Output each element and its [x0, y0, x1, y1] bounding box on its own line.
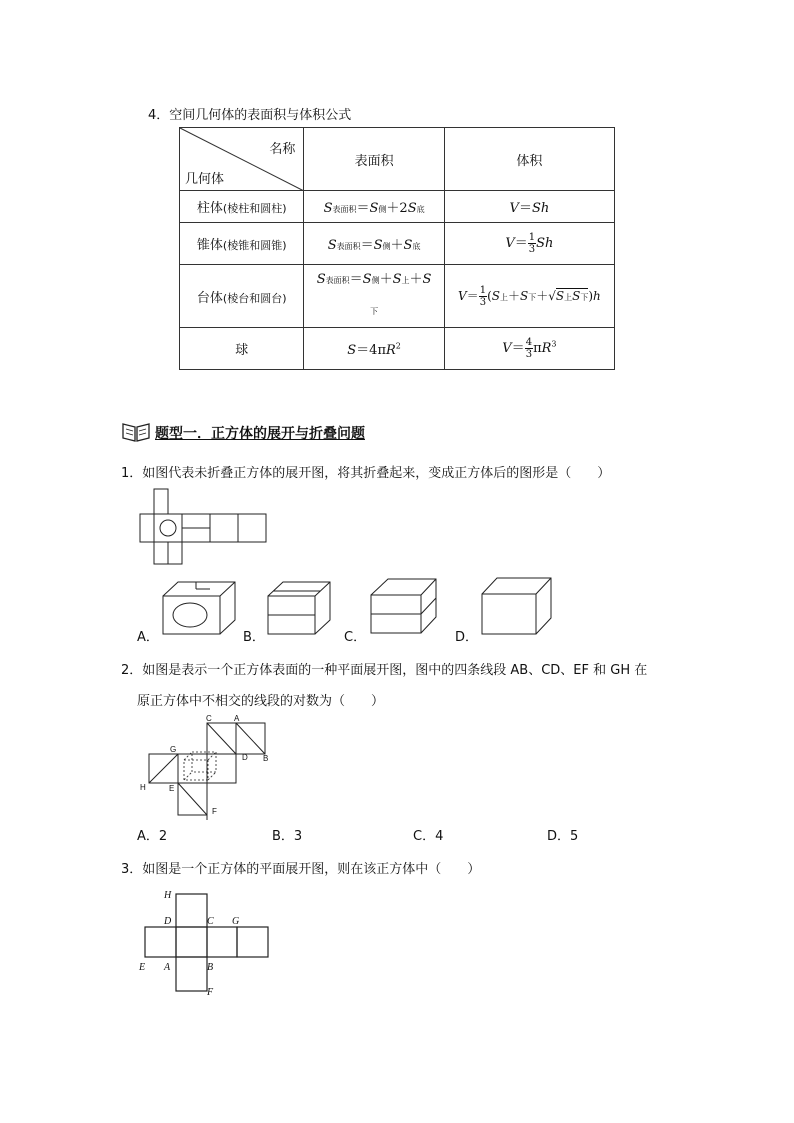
label-e: E [169, 784, 175, 793]
row-surface-formula: S表面积＝S侧＋S上＋S 下 [304, 265, 444, 328]
row-volume-formula: V＝ $\frac{1}{3}$ (S上＋S下＋√S上S下)h [444, 265, 614, 328]
row-surface-formula: S表面积＝S侧＋S底 [304, 223, 444, 265]
open-book-icon [121, 421, 151, 443]
label-a: A [164, 962, 171, 973]
table-row [180, 328, 615, 370]
label-c: C [206, 714, 212, 723]
formula-table [179, 127, 615, 370]
label-d: D [242, 753, 248, 762]
table-row [180, 191, 615, 223]
option-c-cube[interactable] [368, 577, 448, 633]
header-solid-label: 几何体 [185, 172, 225, 187]
section-4-title: 4．空间几何体的表面积与体积公式 [148, 108, 352, 123]
diagonal-header-cell [180, 128, 304, 191]
cube-net-figure-1 [140, 489, 270, 569]
label-f: F [207, 987, 214, 998]
q2-option-d[interactable]: D．5 [547, 829, 579, 844]
label-g: G [170, 745, 177, 754]
row-solid: 台体(棱台和圆台) [180, 265, 304, 328]
label-c: C [207, 916, 214, 927]
question-2-text-line2: 原正方体中不相交的线段的对数为（ ） [137, 694, 385, 709]
option-d-label[interactable]: D． [455, 630, 479, 645]
row-volume-formula: V＝ $\frac{1}{3}$ Sh [444, 223, 614, 265]
option-d-cube[interactable] [479, 576, 559, 636]
label-h: H [164, 890, 172, 901]
question-2-text-line1: 2．如图是表示一个正方体表面的一种平面展开图，图中的四条线段 AB、CD、EF 和 GH 在 [121, 663, 648, 678]
option-a-cube[interactable] [160, 580, 240, 636]
cube-net-figure-2 [140, 714, 270, 824]
label-g: G [232, 916, 240, 927]
row-surface-formula: $S=4\pi R^2$ [304, 328, 444, 370]
label-f: F [212, 807, 217, 816]
row-surface-formula: S表面积＝S侧＋2S底 [304, 191, 444, 223]
label-b: B [263, 754, 269, 763]
row-solid: 柱体(棱柱和圆柱) [180, 191, 304, 223]
q2-option-a[interactable]: A．2 [137, 829, 168, 844]
option-c-label[interactable]: C． [344, 630, 367, 645]
label-b: B [207, 962, 214, 973]
row-solid: 球 [180, 328, 304, 370]
header-surface-area: 表面积 [304, 128, 444, 191]
label-e: E [139, 962, 146, 973]
cube-net-figure-3 [136, 887, 276, 999]
label-a: A [234, 714, 240, 723]
question-1-text: 1．如图代表未折叠正方体的展开图，将其折叠起来，变成正方体后的图形是（ ） [121, 466, 611, 481]
row-volume-formula: V＝Sh [444, 191, 614, 223]
label-d: D [164, 916, 172, 927]
question-3-text: 3．如图是一个正方体的平面展开图，则在该正方体中（ ） [121, 862, 481, 877]
section-heading: 题型一．正方体的展开与折叠问题 [155, 426, 365, 442]
table-row [180, 265, 615, 328]
option-b-cube[interactable] [265, 580, 335, 636]
q2-option-c[interactable]: C．4 [413, 829, 444, 844]
row-volume-formula: V＝ $\frac{4}{3}$ $\pi R^3$ [444, 328, 614, 370]
label-h: H [140, 783, 146, 792]
row-solid: 锥体(棱锥和圆锥) [180, 223, 304, 265]
option-b-label[interactable]: B． [243, 630, 265, 645]
header-name-label: 名称 [269, 142, 296, 157]
header-volume: 体积 [444, 128, 614, 191]
q2-option-b[interactable]: B．3 [272, 829, 303, 844]
option-a-label[interactable]: A． [137, 630, 159, 645]
table-row [180, 223, 615, 265]
